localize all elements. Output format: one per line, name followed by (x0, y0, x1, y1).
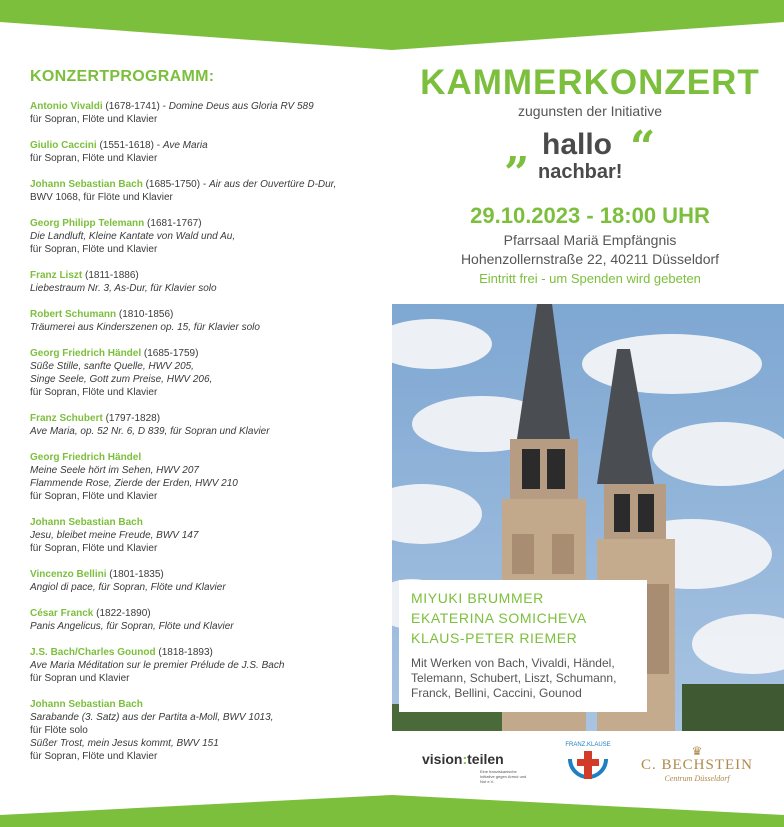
program-detail: für Sopran, Flöte und Klavier (30, 491, 158, 502)
hallo-nachbar-logo (502, 122, 682, 188)
program-title: Domine Deus aus Gloria RV 589 (168, 101, 314, 112)
top-green-band (0, 0, 784, 50)
program-detail: Ave Maria, op. 52 Nr. 6, D 839, für Sopran und Klavier (30, 426, 270, 437)
program-item (30, 516, 380, 555)
program-detail: Meine Seele hört im Sehen, HWV 207 (30, 465, 199, 476)
program-dates: (1685-1750) - (142, 179, 209, 190)
program-detail: Ave Maria Méditation sur le premier Prélude de J.S. Bach (30, 660, 285, 671)
program-detail: für Sopran, Flöte und Klavier (30, 387, 158, 398)
open-quote-icon: ” (504, 148, 530, 188)
program-composer: J.S. Bach/Charles Gounod (30, 647, 156, 658)
event-title: KAMMERKONZERT (420, 63, 760, 102)
program-detail: für Flöte solo (30, 725, 88, 736)
franzklause-logo (562, 737, 614, 783)
bechstein-subtitle: Centrum Düsseldorf (664, 774, 730, 783)
colon-icon: : (462, 751, 468, 767)
program-composer: Johann Sebastian Bach (30, 179, 143, 190)
program-detail: für Sopran, Flöte und Klavier (30, 114, 158, 125)
program-detail: Angiol di pace, für Sopran, Flöte und Klavier (30, 582, 226, 593)
program-composer: Johann Sebastian Bach (30, 517, 143, 528)
logo-hallo-text: hallo (542, 128, 613, 161)
program-detail: Sarabande (3. Satz) aus der Partita a-Moll, BWV 1013, (30, 712, 274, 723)
program-dates: (1678-1741) - (102, 101, 169, 112)
performer-names (411, 588, 635, 648)
close-quote-icon: “ (630, 122, 656, 173)
program-composer: Johann Sebastian Bach (30, 699, 143, 710)
bechstein-text: C. BECHSTEIN (640, 757, 753, 773)
crown-icon: ♛ (691, 744, 703, 758)
program-title: Air aus der Ouvertüre D-Dur, (208, 179, 337, 190)
performer-name: EKATERINA SOMICHEVA (411, 610, 587, 626)
event-datetime: 29.10.2023 - 18:00 UHR (470, 203, 710, 228)
program-detail: Süße Stille, sanfte Quelle, HWV 205, (30, 361, 194, 372)
program-item (30, 568, 380, 594)
program-detail: Liebestraum Nr. 3, As-Dur, für Klavier solo (30, 283, 217, 294)
sponsor-logos (392, 735, 784, 785)
program-dates: (1811-1886) (82, 270, 139, 281)
program-composer: Georg Friedrich Händel (30, 452, 142, 463)
vision-tagline: Eine franziskanische Initiative gegen Armut und Not e.V. (480, 769, 527, 784)
logo-nachbar-text: nachbar! (538, 161, 623, 183)
program-dates: (1822-1890) (93, 608, 151, 619)
program-dates: (1551-1618) - (96, 140, 163, 151)
program-detail: Träumerei aus Kinderszenen op. 15, für Klavier solo (30, 322, 260, 333)
program-dates: (1685-1759) (141, 348, 199, 359)
program-item (30, 269, 380, 295)
program-composer: Vincenzo Bellini (30, 569, 107, 580)
event-venue: Pfarrsaal Mariä Empfängnis (503, 232, 677, 248)
program-item (30, 308, 380, 334)
performer-name: MIYUKI BRUMMER (411, 590, 544, 606)
event-address: Hohenzollernstraße 22, 40211 Düsseldorf (460, 251, 720, 267)
vision-text: vision (422, 751, 463, 767)
program-detail: Jesu, bleibet meine Freude, BWV 147 (30, 530, 199, 541)
program-detail: Flammende Rose, Zierde der Erden, HWV 210 (30, 478, 238, 489)
program-detail: Süßer Trost, mein Jesus kommt, BWV 151 (30, 738, 219, 749)
program-detail: Singe Seele, Gott zum Preise, HWV 206, (30, 374, 213, 385)
program-composer: Franz Schubert (30, 413, 103, 424)
program-detail: BWV 1068, für Flöte und Klavier (30, 192, 173, 203)
program-composer: Robert Schumann (30, 309, 117, 320)
program-column (30, 68, 380, 776)
program-composer: Giulio Caccini (30, 140, 97, 151)
program-item (30, 646, 380, 685)
program-composer: Georg Philipp Telemann (30, 218, 145, 229)
program-heading: KONZERTPROGRAMM: (30, 68, 215, 85)
program-item (30, 698, 380, 763)
program-title: Ave Maria (162, 140, 208, 151)
program-item (30, 451, 380, 503)
program-item (30, 347, 380, 399)
bechstein-logo (637, 745, 757, 783)
performers-card (399, 580, 647, 712)
program-detail: für Sopran, Flöte und Klavier (30, 751, 158, 762)
event-subtitle: zugunsten der Initiative (518, 103, 662, 119)
performer-works: Mit Werken von Bach, Vivaldi, Händel, Telemann, Schubert, Liszt, Schumann, Franck, Bellini, Caccini, Gounod (411, 656, 617, 700)
program-composer: Franz Liszt (30, 270, 83, 281)
program-detail: für Sopran, Flöte und Klavier (30, 543, 158, 554)
program-dates: (1681-1767) (144, 218, 202, 229)
performer-name: KLAUS-PETER RIEMER (411, 630, 578, 646)
program-item (30, 139, 380, 165)
program-composer: Antonio Vivaldi (30, 101, 103, 112)
program-dates: (1818-1893) (155, 647, 213, 658)
event-admission: Eintritt frei - um Spenden wird gebeten (479, 271, 701, 286)
program-item (30, 100, 380, 126)
vision-teilen-logo (422, 751, 532, 784)
program-dates: (1801-1835) (106, 569, 164, 580)
program-item (30, 607, 380, 633)
program-composer: César Franck (30, 608, 94, 619)
program-composer: Georg Friedrich Händel (30, 348, 142, 359)
program-detail: für Sopran, Flöte und Klavier (30, 244, 158, 255)
program-item (30, 412, 380, 438)
program-detail: Die Landluft, Kleine Kantate von Wald und Au, (30, 231, 236, 242)
program-list (30, 100, 380, 763)
bottom-green-band (0, 787, 784, 827)
program-dates: (1810-1856) (116, 309, 174, 320)
program-detail: für Sopran, Flöte und Klavier (30, 153, 158, 164)
franzklause-text: FRANZ.KLAUSE (565, 742, 611, 748)
program-detail: für Sopran und Klavier (30, 673, 130, 684)
program-item (30, 178, 380, 204)
teilen-text: teilen (467, 751, 504, 767)
program-item (30, 217, 380, 256)
program-detail: Panis Angelicus, für Sopran, Flöte und Klavier (30, 621, 234, 632)
program-dates: (1797-1828) (102, 413, 161, 424)
